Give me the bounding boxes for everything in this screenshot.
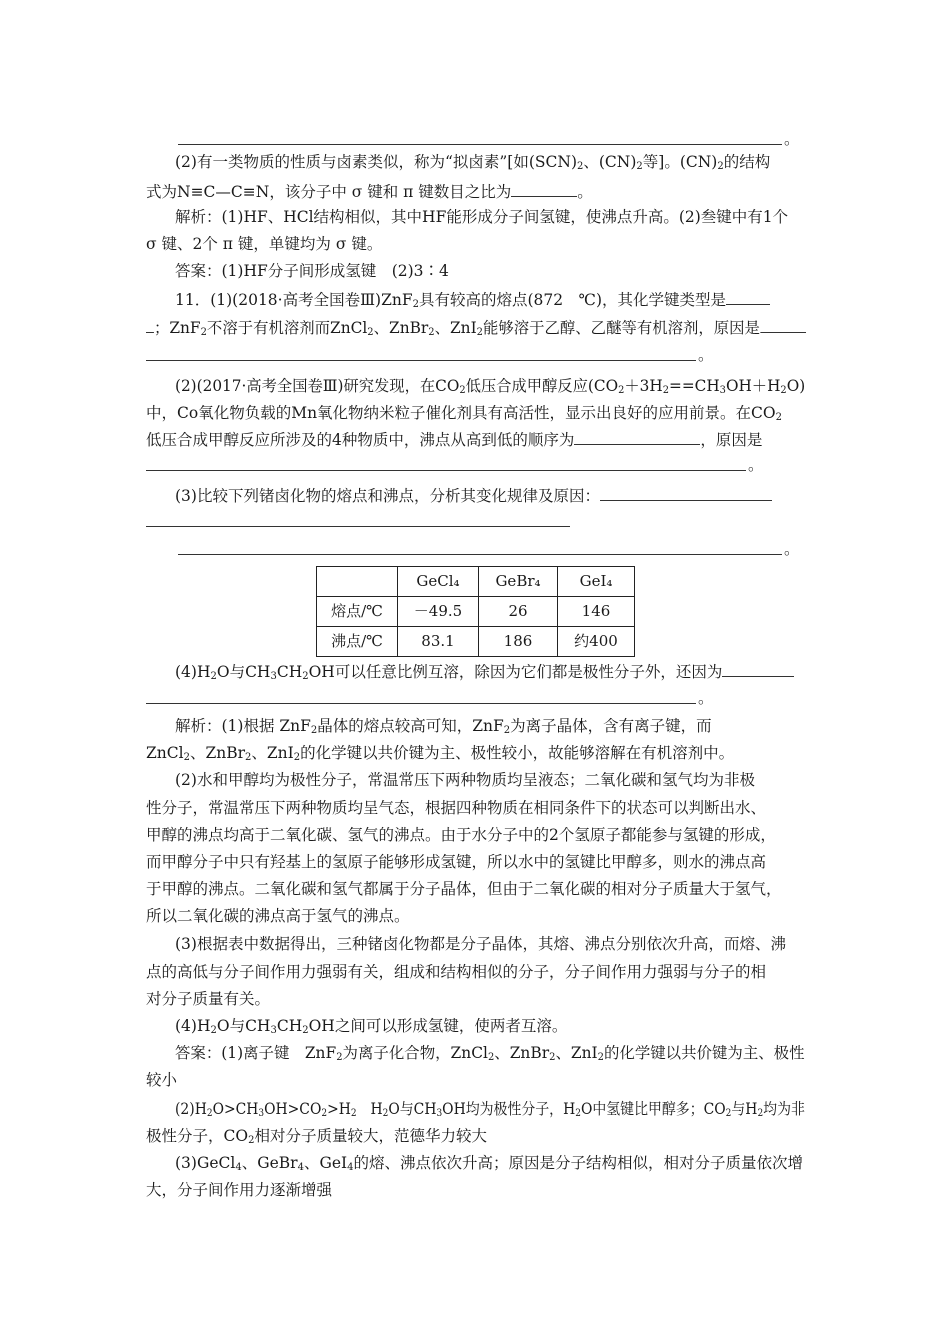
analysis-2-line-5: 于甲醇的沸点。二氧化碳和氢气都属于分子晶体，但由于二氧化碳的相对分子质量大于氢气， [146, 880, 782, 898]
answer-1-line-1: 答案：(1)离子键 ZnF$_2$为离子化合物，ZnCl$_2$、ZnBr$_2$、ZnI$_2$的化学键以共价键为主、极性 [175, 1044, 805, 1063]
analysis-1-line-1: 解析：(1)根据 ZnF$_2$晶体的熔点较高可知，ZnF$_2$为离子晶体，含有离子键，而 [175, 717, 712, 736]
question-11-1-line-1: 11．(1)(2018·高考全国卷Ⅲ)ZnF$_2$具有较高的熔点(872 ℃)，其化学键类型是 [175, 288, 805, 311]
question-10-2-line-1: (2)有一类物质的性质与卤素类似，称为“拟卤素”[如$(SCN)_2$、$(CN)_2$等]。$(CN)_2$的结构 [175, 153, 771, 172]
end-mark: 。 [748, 456, 764, 474]
end-mark: 。 [698, 346, 714, 364]
answer-2-line-2: 极性分子，$CO_2$相对分子质量较大，范德华力较大 [146, 1127, 487, 1146]
answer-blank-line [146, 470, 746, 471]
question-11-2-line-3: 低压合成甲醇反应所涉及的4种物质中，沸点从高到低的顺序为 ，原因是 [146, 428, 806, 451]
answer-blank [760, 316, 806, 333]
analysis-4-line: $(4)H_2O$与$CH_3CH_2OH$之间可以形成氢键，使两者互溶。 [175, 1017, 568, 1036]
question-10-answer: 答案：(1)HF分子间形成氢键 (2)3∶4 [175, 262, 449, 280]
question-11-3-line-1: (3)比较下列锗卤化物的熔点和沸点，分析其变化规律及原因： [175, 484, 805, 507]
answer-blank-line [146, 703, 696, 704]
answer-3-line-2: 大，分子间作用力逐渐增强 [146, 1181, 333, 1199]
question-10-analysis-line-2: σ 键、2个 π 键，单键均为 σ 键。 [146, 235, 383, 253]
table-header-cell: GeBr₄ [479, 567, 558, 597]
table-row [317, 597, 635, 627]
answer-blank [511, 180, 577, 197]
table-cell: －49.5 [398, 597, 479, 627]
question-11-1-line-2: ；ZnF$_2$不溶于有机溶剂而ZnCl$_2$、ZnBr$_2$、ZnI$_2$能够溶于乙醇、乙醚等有机溶剂，原因是 [146, 316, 801, 339]
end-mark: 。 [698, 689, 714, 707]
answer-3-line-1: (3)GeCl$_4$、GeBr$_4$、GeI$_4$的熔、沸点依次升高；原因是分子结构相似，相对分子质量依次增 [175, 1154, 804, 1173]
table-header-row [317, 567, 635, 597]
analysis-1-line-2: ZnCl$_2$、ZnBr$_2$、ZnI$_2$的化学键以共价键为主、极性较小，故能够溶解在有机溶剂中。 [146, 744, 735, 763]
table-header-cell: GeI₄ [558, 567, 635, 597]
answer-blank [600, 484, 772, 501]
table-cell: 26 [479, 597, 558, 627]
analysis-3-line-1: (3)根据表中数据得出，三种锗卤化物都是分子晶体，其熔、沸点分别依次升高，而熔、沸 [175, 935, 786, 953]
end-mark: 。 [784, 540, 800, 558]
table-cell: 沸点/℃ [317, 627, 398, 657]
answer-blank [722, 660, 794, 677]
analysis-2-line-1: (2)水和甲醇均为极性分子，常温常压下两种物质均呈液态；二氧化碳和氢气均为非极 [175, 771, 755, 789]
table-row [317, 627, 635, 657]
table-header-cell [317, 567, 398, 597]
answer-blank-line [178, 554, 782, 555]
germanium-halides-table [316, 566, 635, 657]
table-cell: 熔点/℃ [317, 597, 398, 627]
table-cell: 83.1 [398, 627, 479, 657]
question-11-2-line-1: (2)(2017·高考全国卷Ⅲ)研究发现，在$CO_2$低压合成甲醇反应$(CO_2+3H_2==CH_3OH+H_2O)$ [175, 377, 806, 396]
answer-blank [146, 316, 154, 333]
table-header-cell: GeCl₄ [398, 567, 479, 597]
answer-blank-line [146, 526, 570, 527]
analysis-2-line-4: 而甲醇分子中只有羟基上的氢原子能够形成氢键，所以水中的氢键比甲醇多，则水的沸点高 [146, 853, 767, 871]
table-cell: 186 [479, 627, 558, 657]
answer-1-line-2: 较小 [146, 1071, 178, 1089]
analysis-2-line-2: 性分子，常温常压下两种物质均呈气态，根据四种物质在相同条件下的状态可以判断出水、 [146, 799, 767, 817]
answer-blank [574, 428, 700, 445]
question-11-2-line-2: 中，Co氧化物负载的Mn氧化物纳米粒子催化剂具有高活性，显示出良好的应用前景。在$CO_2$ [146, 404, 782, 423]
question-10-analysis-line-1: 解析：(1)HF、HCl结构相似，其中HF能形成分子间氢键，使沸点升高。(2)叁键中有1个 [175, 208, 789, 226]
answer-2-line-1: $(2)H_2O>CH_3OH>CO_2>H_2$ $H_2O$与$CH_3OH$均为极性分子，$H_2O$中氢键比甲醇多；$CO_2$与$H_2$均为非 [175, 1100, 805, 1119]
answer-blank [726, 288, 770, 305]
answer-blank-line [178, 144, 782, 145]
end-mark: 。 [784, 130, 800, 148]
table-cell: 约400 [558, 627, 635, 657]
answer-blank-line [146, 360, 696, 361]
analysis-3-line-3: 对分子质量有关。 [146, 990, 271, 1008]
analysis-2-line-3: 甲醇的沸点均高于二氧化碳、氢气的沸点。由于水分子中的2个氢原子都能参与氢键的形成， [146, 826, 776, 844]
analysis-3-line-2: 点的高低与分子间作用力强弱有关，组成和结构相似的分子，分子间作用力强弱与分子的相 [146, 963, 767, 981]
question-11-4-line-1: $(4)H_2O$与$CH_3CH_2OH$可以任意比例互溶，除因为它们都是极性分子外，还因为 [175, 660, 805, 683]
table-cell: 146 [558, 597, 635, 627]
question-10-2-line-2: 式为N≡C—C≡N，该分子中 σ 键和 π 键数目之比为 。 [146, 180, 806, 203]
analysis-2-line-6: 所以二氧化碳的沸点高于氢气的沸点。 [146, 907, 410, 925]
